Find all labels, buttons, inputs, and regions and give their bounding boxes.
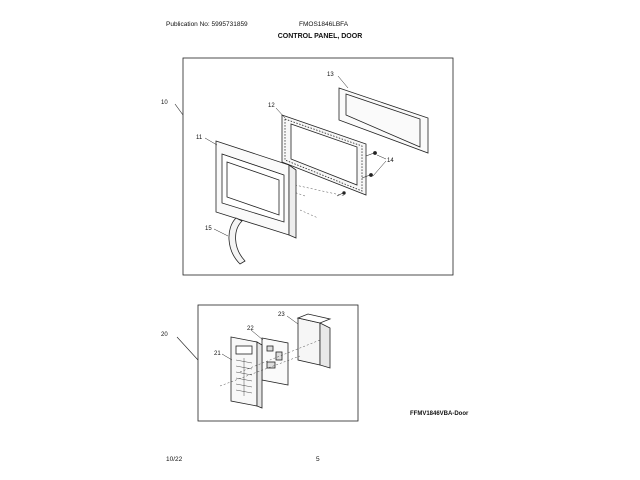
publication-number: Publication No: 5995731859	[166, 21, 248, 28]
callout-13: 13	[327, 72, 334, 78]
callout-15: 15	[205, 226, 212, 232]
page-number: 5	[316, 456, 320, 463]
callout-22: 22	[247, 326, 254, 332]
callout-20: 20	[161, 332, 168, 338]
callout-14: 14	[387, 158, 394, 164]
model-number: FMOS1846LBFA	[299, 21, 349, 28]
section-title: CONTROL PANEL, DOOR	[277, 33, 363, 40]
part-21-control-keypad	[231, 337, 262, 408]
callout-23: 23	[278, 312, 285, 318]
callout-11: 11	[196, 135, 203, 141]
part-23-bracket	[298, 314, 330, 368]
footer-date: 10/22	[166, 456, 183, 463]
callout-10: 10	[161, 100, 168, 106]
part-15-door-handle	[229, 218, 245, 264]
part-22-control-board	[262, 338, 288, 385]
figure-code: FFMV1846VBA-Door	[410, 411, 469, 417]
callout-12: 12	[268, 103, 275, 109]
callout-21: 21	[214, 351, 221, 357]
